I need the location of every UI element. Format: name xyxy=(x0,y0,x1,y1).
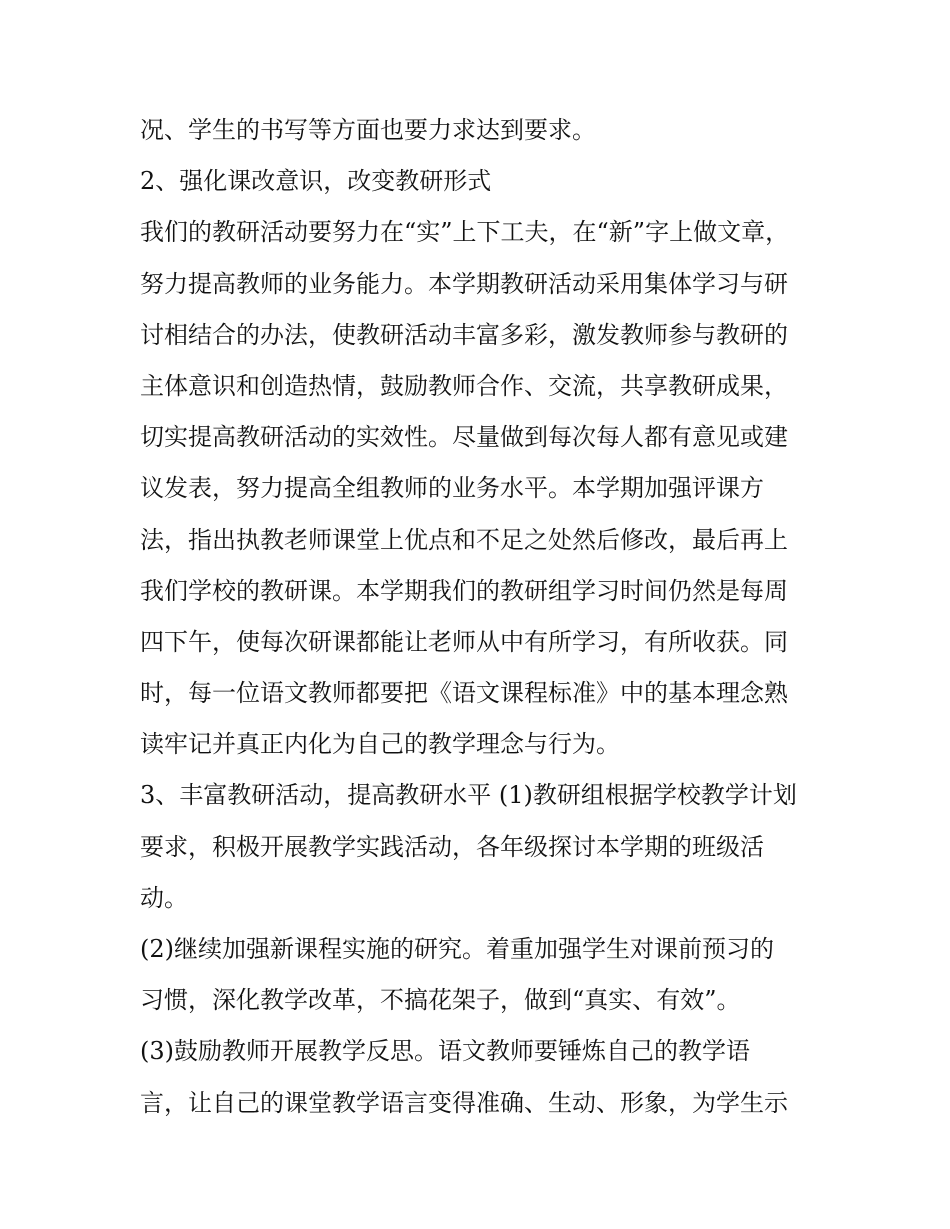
text-line: 讨相结合的办法，使教研活动丰富多彩，激发教师参与教研的 xyxy=(140,320,788,349)
text-line: 四下午，使每次研课都能让老师从中有所学习，有所收获。同 xyxy=(140,627,788,656)
body-text xyxy=(140,105,820,1129)
text-line: 主体意识和创造热情，鼓励教师合作、交流，共享教研成果， xyxy=(140,371,788,400)
text-line: 习惯，深化教学改革，不搞花架子，做到“真实、有效”。 xyxy=(140,986,741,1015)
section-heading: 3、丰富教研活动，提高教研水平 (1)教研组根据学校教学计划 xyxy=(140,781,797,810)
text-line: 法，指出执教老师课堂上优点和不足之处然后修改，最后再上 xyxy=(140,525,788,554)
text-line: 努力提高教师的业务能力。本学期教研活动采用集体学习与研 xyxy=(140,269,788,298)
text-line: 时，每一位语文教师都要把《语文课程标准》中的基本理念熟 xyxy=(140,679,788,708)
text-line: 议发表，努力提高全组教师的业务水平。本学期加强评课方 xyxy=(140,474,764,503)
text-line: 要求，积极开展教学实践活动，各年级探讨本学期的班级活 xyxy=(140,832,764,861)
text-line: (2)继续加强新课程实施的研究。着重加强学生对课前预习的 xyxy=(140,935,774,963)
text-line: 切实提高教研活动的实效性。尽量做到每次每人都有意见或建 xyxy=(140,423,788,452)
text-line: 读牢记并真正内化为自己的教学理念与行为。 xyxy=(140,730,620,759)
text-line: 我们学校的教研课。本学期我们的教研组学习时间仍然是每周 xyxy=(140,576,788,605)
text-line: 动。 xyxy=(140,883,188,912)
text-line: 况、学生的书写等方面也要力求达到要求。 xyxy=(140,116,596,144)
text-line: 言，让自己的课堂教学语言变得准确、生动、形象，为学生示 xyxy=(140,1088,788,1117)
text-line: 我们的教研活动要努力在“实”上下工夫，在“新”字上做文章， xyxy=(140,218,790,247)
section-heading: 2、强化课改意识，改变教研形式 xyxy=(140,167,492,196)
text-line: (3)鼓励教师开展教学反思。语文教师要锤炼自己的教学语 xyxy=(140,1037,750,1066)
